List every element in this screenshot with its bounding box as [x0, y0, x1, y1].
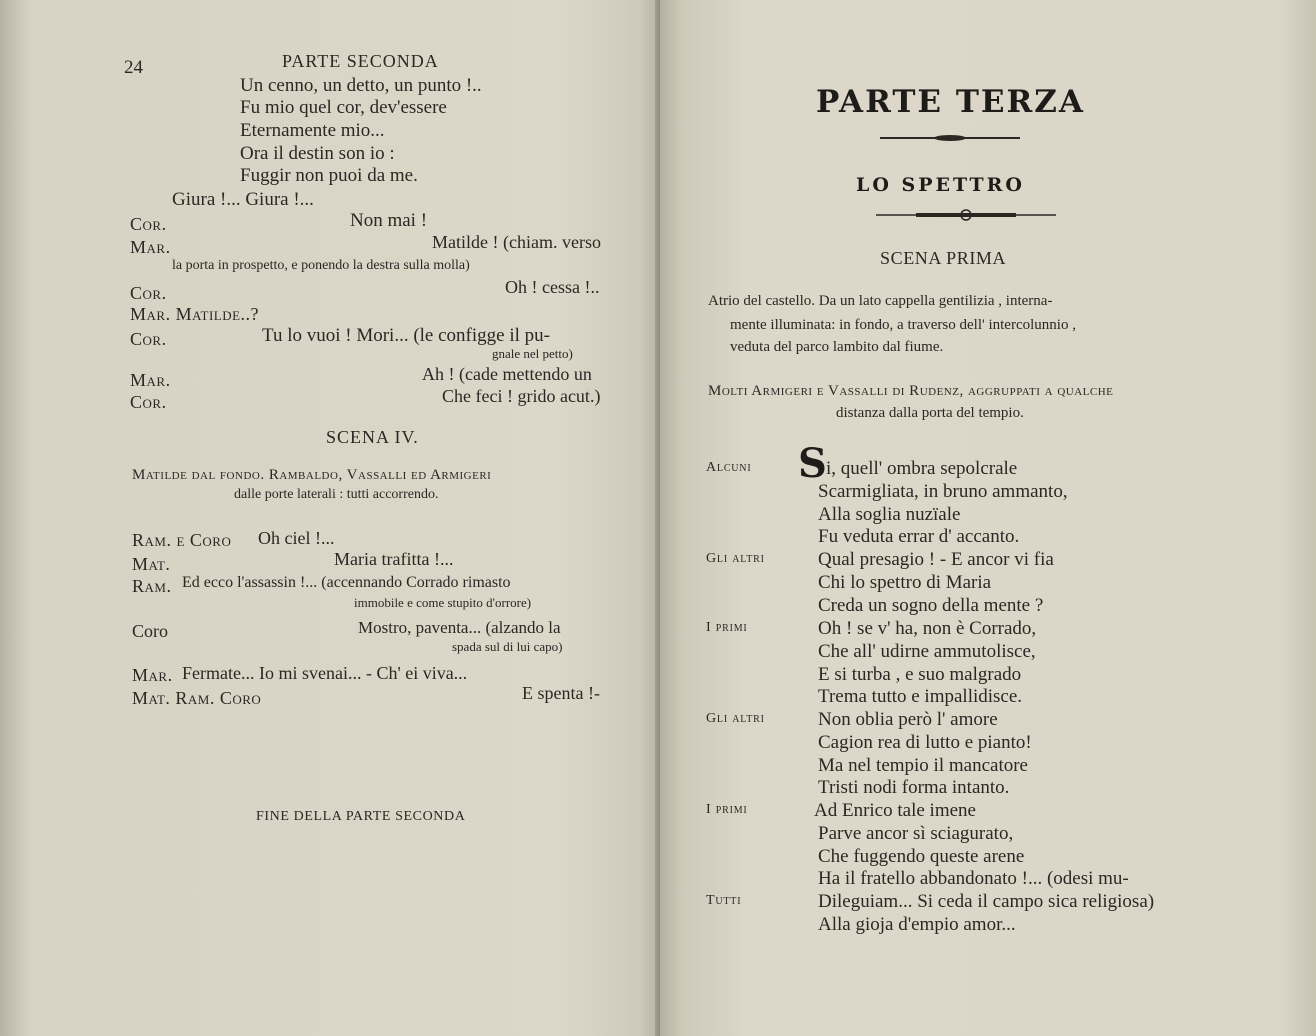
setting-line: veduta del parco lambito dal fiume. [730, 339, 944, 355]
verse-line: Scarmigliata, in bruno ammanto, [818, 481, 1068, 502]
speaker: I primi [706, 802, 748, 817]
verse-line: Creda un sogno della mente ? [818, 595, 1044, 616]
verse-line: Parve ancor sì sciagurato, [818, 823, 1014, 844]
verse-line: Dileguiam... Si ceda il campo sica religiosa) [818, 891, 1155, 912]
setting-line: mente illuminata: in fondo, a traverso dell' intercolunnio , [730, 317, 1076, 333]
verse-line: E si turba , e suo malgrado [818, 664, 1022, 685]
verse-line: Giura !... Giura !... [172, 189, 314, 210]
stage-direction: Matilde dal fondo. Rambaldo, Vassalli ed Armigeri [132, 467, 492, 483]
verse-line: Ma nel tempio il mancatore [818, 755, 1028, 776]
verse-line: Eternamente mio... [240, 120, 385, 141]
speaker: Mar. [130, 237, 171, 257]
verse-line: Fu mio quel cor, dev'essere [240, 97, 447, 118]
verse-line: Fuggir non puoi da me. [240, 165, 418, 186]
dialogue-line: Fermate... Io mi svenai... - Ch' ei viva... [182, 663, 468, 683]
verse-line: Cagion rea di lutto e pianto! [818, 732, 1032, 753]
verse-line: i, quell' ombra sepolcrale [826, 458, 1018, 479]
speaker: Alcuni [706, 460, 752, 475]
speaker: I primi [706, 620, 748, 635]
part-title: PARTE TERZA [816, 84, 1085, 120]
characters-line: distanza dalla porta del tempio. [836, 405, 1024, 421]
speaker: Cor. [130, 392, 167, 412]
ornament-rule [876, 208, 1056, 222]
speaker: Cor. [130, 329, 167, 349]
dialogue-line: Ah ! (cade mettendo un [422, 364, 592, 384]
dialogue-line: Mostro, paventa... (alzando la [358, 618, 561, 637]
verse-line: Fu veduta errar d' accanto. [818, 526, 1020, 547]
scene-heading: SCENA IV. [326, 427, 419, 447]
verse-line: Chi lo spettro di Maria [818, 572, 992, 593]
drop-cap: S [798, 440, 827, 487]
dialogue-line: Oh ! cessa !.. [505, 277, 600, 297]
verse-line: Alla soglia nuzïale [818, 504, 961, 525]
verse-line: Qual presagio ! - E ancor vi fia [818, 549, 1054, 570]
verse-line: Trema tutto e impallidisce. [818, 686, 1023, 707]
running-head: PARTE SECONDA [282, 51, 439, 71]
stage-direction: immobile e come stupito d'orrore) [354, 595, 532, 610]
speaker: Mar. Matilde..? [130, 304, 260, 324]
ornament-rule [880, 132, 1020, 144]
speaker: Ram. e Coro [132, 530, 232, 550]
speaker: Gli altri [706, 551, 765, 566]
speaker: Cor. [130, 283, 167, 303]
stage-direction: gnale nel petto) [492, 346, 573, 361]
verse-line: Tristi nodi forma intanto. [818, 777, 1010, 798]
stage-direction: dalle porte laterali : tutti accorrendo. [234, 487, 439, 502]
dialogue-line: Non mai ! [350, 210, 428, 231]
speaker: Coro [132, 621, 168, 641]
speaker: Gli altri [706, 711, 765, 726]
speaker: Tutti [706, 893, 742, 908]
dialogue-line: Oh ciel !... [258, 528, 335, 548]
stage-direction: spada sul di lui capo) [452, 639, 563, 654]
verse-line: Che fuggendo queste arene [818, 846, 1025, 867]
dialogue-line: E spenta !- [522, 683, 600, 703]
dialogue-line: Tu lo vuoi ! Mori... (le configge il pu- [262, 325, 550, 346]
speaker: Mat. [132, 554, 171, 574]
dialogue-line: Maria trafitta !... [334, 549, 454, 569]
page-number: 24 [124, 57, 143, 78]
dialogue-line: Ed ecco l'assassin !... (accennando Corrado rimasto [182, 574, 511, 591]
verse-line: Ha il fratello abbandonato !... (odesi mu- [818, 868, 1129, 889]
verse-line: Che all' udirne ammutolisce, [818, 641, 1036, 662]
characters-line: Molti Armigeri e Vassalli di Rudenz, aggruppati a qualche [708, 383, 1114, 399]
verse-line: Oh ! se v' ha, non è Corrado, [818, 618, 1037, 639]
dialogue-line: Che feci ! grido acut.) [442, 386, 601, 406]
verse-line: Alla gioja d'empio amor... [818, 914, 1016, 935]
scene-heading: SCENA PRIMA [880, 248, 1007, 268]
speaker: Mar. [130, 370, 171, 390]
end-note: FINE DELLA PARTE SECONDA [256, 809, 466, 824]
setting-line: Atrio del castello. Da un lato cappella gentilizia , interna- [708, 293, 1053, 309]
speaker: Mar. [132, 665, 173, 685]
verse-line: Un cenno, un detto, un punto !.. [240, 75, 482, 96]
verse-line: Non oblia però l' amore [818, 709, 998, 730]
speaker: Ram. [132, 576, 172, 596]
dialogue-line: Matilde ! (chiam. verso [432, 232, 601, 252]
speaker: Mat. Ram. Coro [132, 688, 262, 708]
speaker: Cor. [130, 214, 167, 234]
stage-direction: la porta in prospetto, e ponendo la destra sulla molla) [172, 258, 470, 273]
part-subtitle: LO SPETTRO [856, 174, 1025, 196]
verse-line: Ad Enrico tale imene [814, 800, 976, 821]
verse-line: Ora il destin son io : [240, 143, 395, 164]
